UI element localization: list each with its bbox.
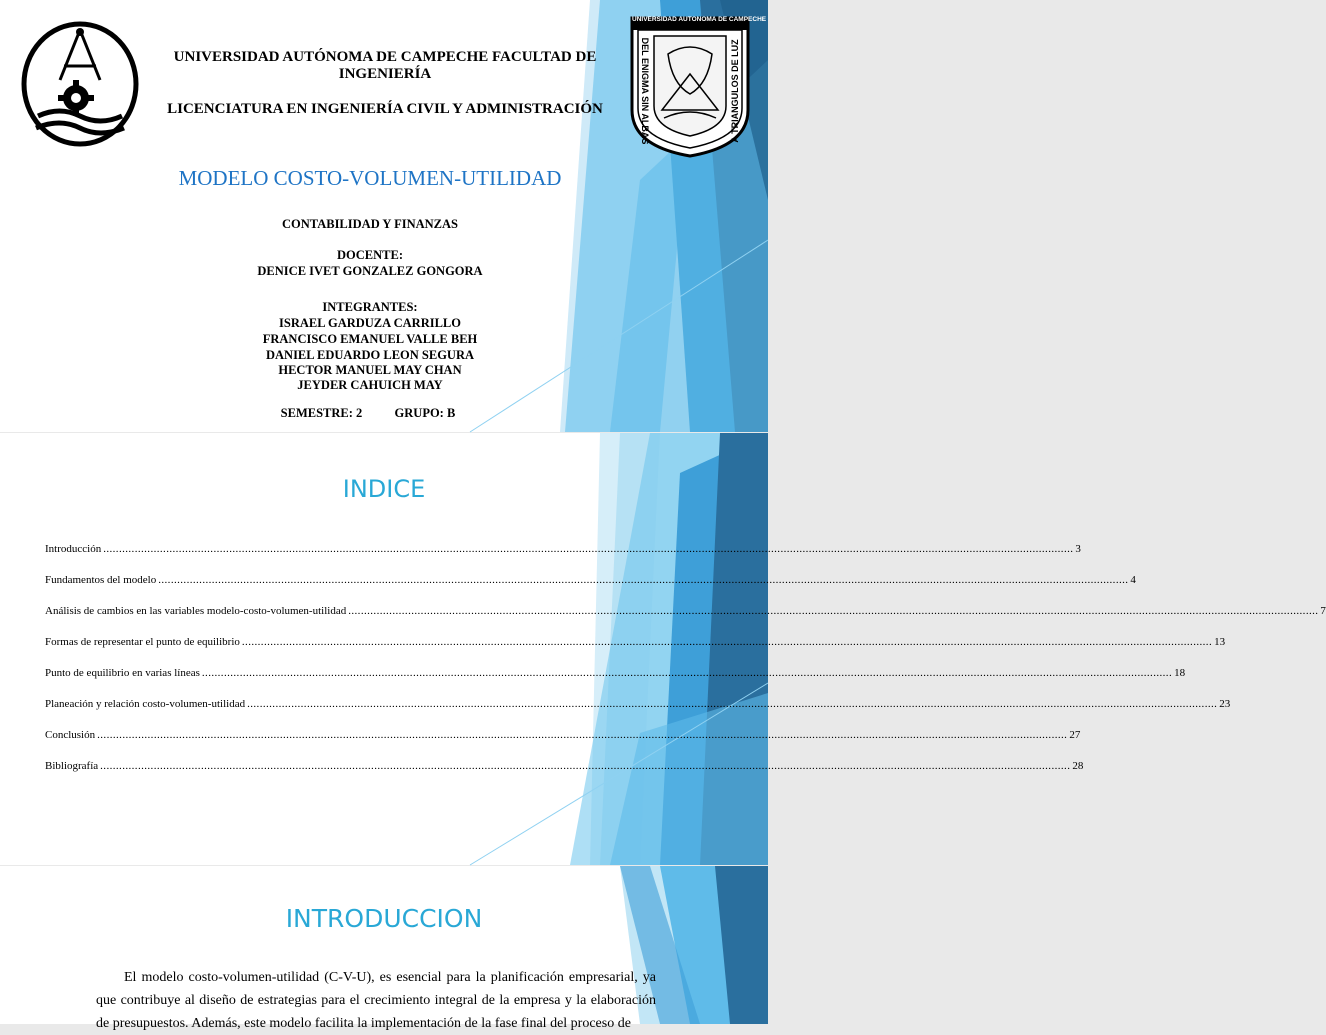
toc-item-page: 3 bbox=[1075, 543, 1081, 555]
index-slide bbox=[0, 433, 1326, 865]
member-name: FRANCISCO EMANUEL VALLE BEH bbox=[262, 332, 478, 346]
toc-item-label: Análisis de cambios en las variables modelo-costo-volumen-utilidad bbox=[45, 605, 347, 617]
introduction-slide bbox=[0, 866, 768, 1031]
seal-right-text: A TRIANGULOS DE LUZ bbox=[730, 39, 740, 143]
title-slide bbox=[0, 0, 768, 432]
toc-item-label: Bibliografía bbox=[45, 760, 99, 772]
toc-item[interactable] bbox=[45, 729, 1081, 741]
toc-item-label: Fundamentos del modelo bbox=[45, 574, 157, 586]
toc-item-label: Formas de representar el punto de equilibrio bbox=[45, 636, 240, 648]
program-name: LICENCIATURA EN INGENIERÍA CIVIL Y ADMINISTRACIÓN bbox=[167, 101, 603, 117]
toc-item[interactable] bbox=[45, 543, 1081, 555]
toc-item-page: 28 bbox=[1072, 760, 1084, 772]
toc-item-label: Planeación y relación costo-volumen-utilidad bbox=[45, 698, 246, 710]
toc-item-label: Introducción bbox=[45, 543, 102, 555]
introduction-title: INTRODUCCION bbox=[285, 904, 483, 933]
toc-item-page: 27 bbox=[1069, 729, 1081, 741]
toc-item-page: 7 bbox=[1320, 605, 1326, 617]
university-name: UNIVERSIDAD AUTÓNOMA DE CAMPECHE FACULTAD DE INGENIERÍA bbox=[173, 49, 597, 82]
member-name: DANIEL EDUARDO LEON SEGURA bbox=[265, 348, 475, 362]
seal-top-text: UNIVERSIDAD AUTONOMA DE CAMPECHE bbox=[632, 16, 767, 23]
introduction-paragraph bbox=[96, 966, 656, 1035]
seal-left-text: DEL ENIGMA SIN ALBAS bbox=[640, 37, 650, 145]
member-name: ISRAEL GARDUZA CARRILLO bbox=[279, 316, 461, 330]
toc-item[interactable] bbox=[45, 760, 1084, 772]
member-name: JEYDER CAHUICH MAY bbox=[297, 378, 443, 392]
toc-leader bbox=[348, 605, 1318, 617]
toc-leader bbox=[103, 543, 1073, 555]
toc-item[interactable] bbox=[45, 636, 1226, 648]
semester: SEMESTRE: 2 bbox=[280, 406, 363, 420]
toc-item-label: Conclusión bbox=[45, 729, 96, 741]
toc-leader bbox=[247, 698, 1217, 710]
toc-item-page: 23 bbox=[1219, 698, 1231, 710]
toc-leader bbox=[97, 729, 1067, 741]
toc-leader bbox=[158, 574, 1128, 586]
toc-item-page: 4 bbox=[1130, 574, 1136, 586]
toc-leader bbox=[100, 760, 1070, 772]
toc-leader bbox=[202, 667, 1172, 679]
semester-group bbox=[218, 405, 518, 421]
toc-item[interactable] bbox=[45, 574, 1136, 586]
teacher-name: DENICE IVET GONZALEZ GONGORA bbox=[257, 264, 483, 278]
teacher-label: DOCENTE: bbox=[337, 248, 403, 262]
subject: CONTABILIDAD Y FINANZAS bbox=[282, 217, 458, 231]
toc-item[interactable] bbox=[45, 667, 1186, 679]
toc-item-page: 13 bbox=[1214, 636, 1226, 648]
document-title: MODELO COSTO-VOLUMEN-UTILIDAD bbox=[178, 166, 562, 190]
toc-item[interactable] bbox=[45, 698, 1231, 710]
group: GRUPO: B bbox=[394, 406, 456, 420]
toc-item-page: 18 bbox=[1174, 667, 1186, 679]
index-title: INDICE bbox=[342, 475, 426, 503]
toc-leader bbox=[242, 636, 1212, 648]
member-name: HECTOR MANUEL MAY CHAN bbox=[278, 363, 462, 377]
members-label: INTEGRANTES: bbox=[322, 300, 418, 314]
toc-item[interactable] bbox=[45, 605, 1326, 617]
faculty-logo bbox=[20, 20, 140, 148]
introduction-text: El modelo costo-volumen-utilidad (C-V-U), es esencial para la planificación empresarial, ya que contribuye al diseño de estrategias para el crecimiento integral de la empresa y la elaboración de presupuestos. Además, este modelo facilita la implementación de la fase final del proceso de bbox=[96, 970, 656, 1031]
toc-item-label: Punto de equilibrio en varias líneas bbox=[45, 667, 200, 679]
